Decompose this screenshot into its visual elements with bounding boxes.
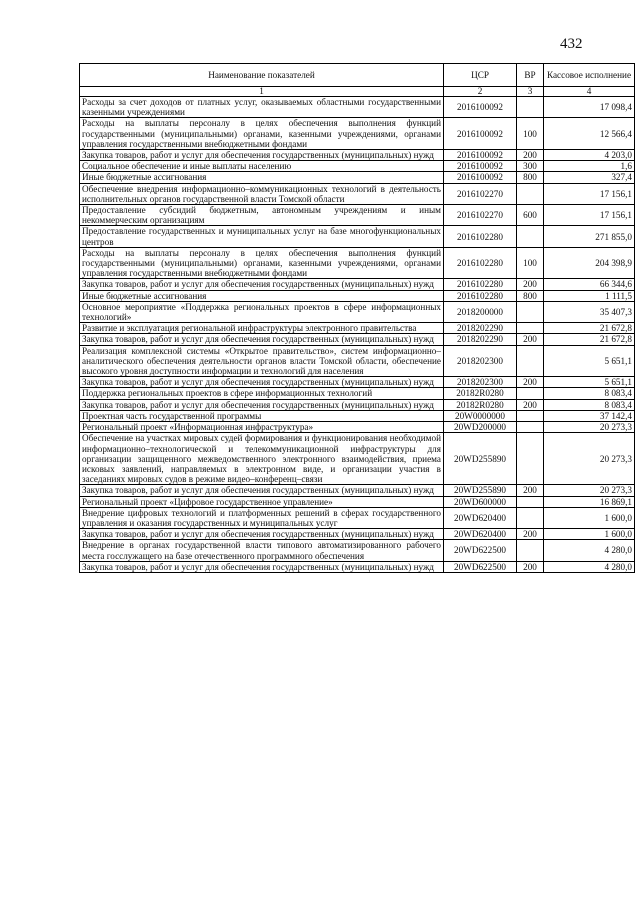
table-row (80, 496, 635, 507)
row-name-cell: Проектная часть государственной программы (80, 410, 444, 421)
row-csr-cell: 2018202300 (444, 345, 517, 377)
row-name-cell: Предоставление субсидий бюджетным, автономным учреждениям и иным некоммерческим организациям (80, 205, 444, 226)
table-row (80, 150, 635, 161)
row-amount-cell: 1 600,0 (544, 507, 635, 528)
row-csr-cell: 2016102280 (444, 290, 517, 301)
table-row (80, 345, 635, 377)
row-csr-cell: 2016102280 (444, 279, 517, 290)
row-vr-cell (517, 97, 544, 118)
row-csr-cell: 20WD620400 (444, 529, 517, 540)
row-vr-cell (517, 422, 544, 433)
table-row (80, 485, 635, 496)
row-amount-cell: 16 869,1 (544, 496, 635, 507)
row-name-cell: Закупка товаров, работ и услуг для обеспечения государственных (муниципальных) нужд (80, 334, 444, 345)
row-amount-cell: 5 651,1 (544, 345, 635, 377)
row-name-cell: Обеспечение внедрения информационно–коммуникационных технологий в деятельность исполнительных органов государственной власти Томской области (80, 183, 444, 204)
row-amount-cell: 17 156,1 (544, 205, 635, 226)
row-vr-cell: 600 (517, 205, 544, 226)
row-vr-cell: 300 (517, 161, 544, 172)
row-vr-cell: 200 (517, 399, 544, 410)
row-name-cell: Внедрение цифровых технологий и платформенных решений в сферах государственного управления и оказания государственных и муниципальных услуг (80, 507, 444, 528)
header-vr: ВР (517, 64, 544, 87)
row-amount-cell: 8 083,4 (544, 399, 635, 410)
row-csr-cell: 20WD255890 (444, 433, 517, 485)
row-amount-cell: 35 407,3 (544, 301, 635, 322)
row-amount-cell: 327,4 (544, 172, 635, 183)
table-row (80, 183, 635, 204)
column-number: 3 (517, 87, 544, 97)
row-csr-cell: 2016100092 (444, 150, 517, 161)
row-amount-cell: 8 083,4 (544, 388, 635, 399)
row-name-cell: Развитие и эксплуатация региональной инфраструктуры электронного правительства (80, 323, 444, 334)
column-number: 1 (80, 87, 444, 97)
row-vr-cell: 100 (517, 247, 544, 279)
row-csr-cell: 2018200000 (444, 301, 517, 322)
row-vr-cell: 200 (517, 529, 544, 540)
row-csr-cell: 20W0000000 (444, 410, 517, 421)
header-name: Наименование показателей (80, 64, 444, 87)
row-amount-cell: 12 566,4 (544, 118, 635, 150)
row-csr-cell: 2016102270 (444, 205, 517, 226)
row-vr-cell: 800 (517, 172, 544, 183)
row-amount-cell: 20 273,3 (544, 433, 635, 485)
table-row (80, 433, 635, 485)
table-row (80, 561, 635, 572)
budget-table (79, 63, 635, 573)
row-vr-cell (517, 410, 544, 421)
table-row (80, 377, 635, 388)
row-name-cell: Расходы на выплаты персоналу в целях обеспечения выполнения функций государственными (муниципальными) органами, казенными учреждениями, органами управления государственными внебюджетными фондами (80, 118, 444, 150)
page-number: 432 (560, 36, 583, 52)
table-row (80, 323, 635, 334)
row-vr-cell: 200 (517, 334, 544, 345)
row-amount-cell: 66 344,6 (544, 279, 635, 290)
row-csr-cell: 20182R0280 (444, 399, 517, 410)
row-name-cell: Иные бюджетные ассигнования (80, 290, 444, 301)
row-csr-cell: 2018202300 (444, 377, 517, 388)
table-row (80, 422, 635, 433)
row-csr-cell: 2016100092 (444, 172, 517, 183)
column-number: 4 (544, 87, 635, 97)
row-vr-cell: 800 (517, 290, 544, 301)
row-vr-cell (517, 433, 544, 485)
row-amount-cell: 1,6 (544, 161, 635, 172)
row-name-cell: Закупка товаров, работ и услуг для обеспечения государственных (муниципальных) нужд (80, 561, 444, 572)
row-name-cell: Обеспечение на участках мировых судей формирования и функционирования необходимой информационно–технологической и телекоммуникационной инфраструктуры для организации защищенного межведомственного электронного взаимодействия, приема исковых заявлений, направляемых в электронном виде, и организации участия в заседаниях мировых судов в режиме видео–конференц–связи (80, 433, 444, 485)
table-row (80, 172, 635, 183)
row-csr-cell: 2016100092 (444, 161, 517, 172)
row-csr-cell: 20WD620400 (444, 507, 517, 528)
row-vr-cell: 200 (517, 279, 544, 290)
row-vr-cell: 200 (517, 485, 544, 496)
table-row (80, 118, 635, 150)
table-row (80, 540, 635, 561)
row-csr-cell: 2016100092 (444, 97, 517, 118)
row-vr-cell: 100 (517, 118, 544, 150)
table-row (80, 301, 635, 322)
header-amount: Кассовое исполнение (544, 64, 635, 87)
row-vr-cell (517, 345, 544, 377)
row-amount-cell: 5 651,1 (544, 377, 635, 388)
table-body (80, 97, 635, 573)
row-name-cell: Закупка товаров, работ и услуг для обеспечения государственных (муниципальных) нужд (80, 150, 444, 161)
row-amount-cell: 271 855,0 (544, 226, 635, 247)
row-amount-cell: 204 398,9 (544, 247, 635, 279)
row-name-cell: Закупка товаров, работ и услуг для обеспечения государственных (муниципальных) нужд (80, 529, 444, 540)
row-name-cell: Закупка товаров, работ и услуг для обеспечения государственных (муниципальных) нужд (80, 279, 444, 290)
row-amount-cell: 17 098,4 (544, 97, 635, 118)
table-row (80, 399, 635, 410)
row-name-cell: Основное мероприятие «Поддержка региональных проектов в сфере информационных технологий» (80, 301, 444, 322)
row-amount-cell: 37 142,4 (544, 410, 635, 421)
row-vr-cell (517, 183, 544, 204)
row-name-cell: Поддержка региональных проектов в сфере информационных технологий (80, 388, 444, 399)
row-name-cell: Региональный проект «Информационная инфраструктура» (80, 422, 444, 433)
header-csr: ЦСР (444, 64, 517, 87)
row-name-cell: Расходы за счет доходов от платных услуг, оказываемых областными государственными казенными учреждениями (80, 97, 444, 118)
row-vr-cell (517, 226, 544, 247)
row-name-cell: Закупка товаров, работ и услуг для обеспечения государственных (муниципальных) нужд (80, 485, 444, 496)
row-name-cell: Региональный проект «Цифровое государственное управление» (80, 496, 444, 507)
row-name-cell: Социальное обеспечение и иные выплаты населению (80, 161, 444, 172)
row-amount-cell: 4 280,0 (544, 540, 635, 561)
row-name-cell: Внедрение в органах государственной власти типового автоматизированного рабочего места госслужащего на базе отечественного программного обеспечения (80, 540, 444, 561)
row-csr-cell: 2016102280 (444, 226, 517, 247)
row-amount-cell: 4 203,0 (544, 150, 635, 161)
row-name-cell: Реализация комплексной системы «Открытое правительство», систем информационно–аналитического обеспечения деятельности органов власти Томской области, обеспечение высокого уровня доступности информации и технологий для населения (80, 345, 444, 377)
row-amount-cell: 21 672,8 (544, 323, 635, 334)
row-amount-cell: 17 156,1 (544, 183, 635, 204)
row-csr-cell: 2016102270 (444, 183, 517, 204)
table-row (80, 161, 635, 172)
row-name-cell: Расходы на выплаты персоналу в целях обеспечения выполнения функций государственными (муниципальными) органами, казенными учреждениями, органами управления государственными внебюджетными фондами (80, 247, 444, 279)
row-vr-cell (517, 540, 544, 561)
table-row (80, 279, 635, 290)
table-row (80, 247, 635, 279)
row-vr-cell (517, 507, 544, 528)
row-amount-cell: 1 600,0 (544, 529, 635, 540)
table-row (80, 290, 635, 301)
table-row (80, 97, 635, 118)
table-row (80, 410, 635, 421)
row-vr-cell (517, 388, 544, 399)
row-amount-cell: 20 273,3 (544, 422, 635, 433)
row-vr-cell: 200 (517, 150, 544, 161)
row-csr-cell: 20WD255890 (444, 485, 517, 496)
table-row (80, 334, 635, 345)
table-row (80, 529, 635, 540)
row-name-cell: Иные бюджетные ассигнования (80, 172, 444, 183)
row-vr-cell: 200 (517, 561, 544, 572)
row-vr-cell: 200 (517, 377, 544, 388)
row-amount-cell: 4 280,0 (544, 561, 635, 572)
row-csr-cell: 20WD622500 (444, 540, 517, 561)
row-csr-cell: 2018202290 (444, 323, 517, 334)
table-header-row (80, 64, 635, 87)
table-row (80, 388, 635, 399)
row-csr-cell: 20WD622500 (444, 561, 517, 572)
row-csr-cell: 2016102280 (444, 247, 517, 279)
row-name-cell: Закупка товаров, работ и услуг для обеспечения государственных (муниципальных) нужд (80, 399, 444, 410)
row-amount-cell: 1 111,5 (544, 290, 635, 301)
row-csr-cell: 20WD600000 (444, 496, 517, 507)
row-amount-cell: 21 672,8 (544, 334, 635, 345)
table-row (80, 226, 635, 247)
row-vr-cell (517, 323, 544, 334)
row-csr-cell: 2018202290 (444, 334, 517, 345)
row-vr-cell (517, 496, 544, 507)
column-number-row (80, 87, 635, 97)
row-csr-cell: 2016100092 (444, 118, 517, 150)
row-amount-cell: 20 273,3 (544, 485, 635, 496)
column-number: 2 (444, 87, 517, 97)
row-csr-cell: 20WD200000 (444, 422, 517, 433)
row-name-cell: Предоставление государственных и муниципальных услуг на базе многофункциональных центров (80, 226, 444, 247)
row-csr-cell: 20182R0280 (444, 388, 517, 399)
row-vr-cell (517, 301, 544, 322)
table-row (80, 507, 635, 528)
row-name-cell: Закупка товаров, работ и услуг для обеспечения государственных (муниципальных) нужд (80, 377, 444, 388)
table-row (80, 205, 635, 226)
